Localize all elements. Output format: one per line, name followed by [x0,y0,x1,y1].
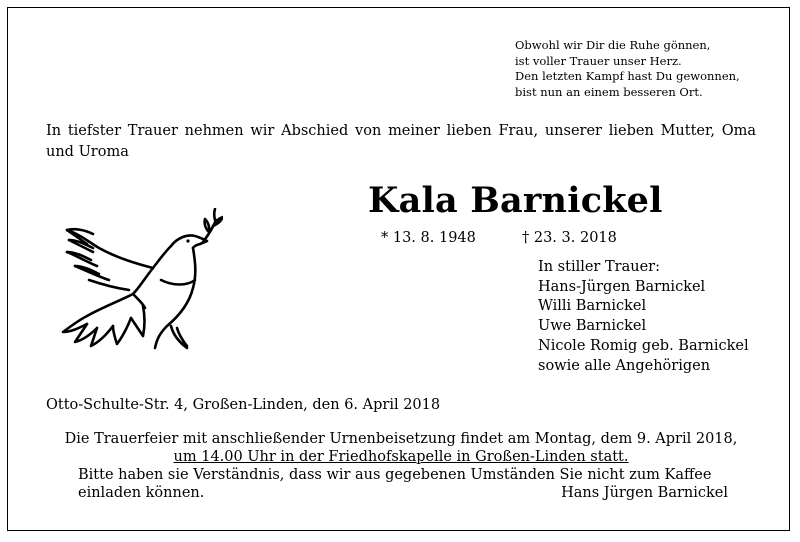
mourner-name: sowie alle Angehörigen [538,357,711,374]
service-line: Die Trauerfeier mit anschließender Urnenbeisetzung findet am Montag, dem 9. April 2018, [64,431,738,447]
mourner-name: Nicole Romig geb. Barnickel [538,337,749,354]
poem [515,38,765,100]
death-date: † 23. 3. 2018 [522,230,617,246]
poem-line: bist nun an einem besseren Ort. [515,84,703,99]
signature: Hans Jürgen Barnickel [561,485,728,501]
closing-note [78,466,728,502]
poem-line: Den letzten Kampf hast Du gewonnen, [515,69,740,83]
deceased-name: Kala Barnickel [368,180,663,221]
mourner-name: Hans-Jürgen Barnickel [538,278,706,295]
poem-line: ist voller Trauer unser Herz. [515,53,682,68]
mourner-name: Uwe Barnickel [538,318,647,335]
mourners-heading: In stiller Trauer: [538,259,660,275]
closing-line: einladen können. [78,485,205,501]
birth-date: * 13. 8. 1948 [381,230,476,246]
mourners-list [538,258,749,376]
address-line: Otto-Schulte-Str. 4, Großen-Linden, den 6. April 2018 [46,397,441,413]
closing-line: Bitte haben sie Verständnis, dass wir aus gegebenen Umständen Sie nicht zum Kaffee [78,467,712,483]
obituary-notice [7,7,790,531]
dove-with-olive-branch-icon [53,208,223,353]
poem-line: Obwohl wir Dir die Ruhe gönnen, [515,38,711,52]
mourner-name: Willi Barnickel [538,298,647,315]
intro-text: In tiefster Trauer nehmen wir Abschied von meiner lieben Frau, unserer lieben Mutter, Oma und Uroma [46,123,756,160]
funeral-service-info [46,430,756,466]
service-time-location: um 14.00 Uhr in der Friedhofskapelle in Großen-Linden statt. [173,449,629,465]
